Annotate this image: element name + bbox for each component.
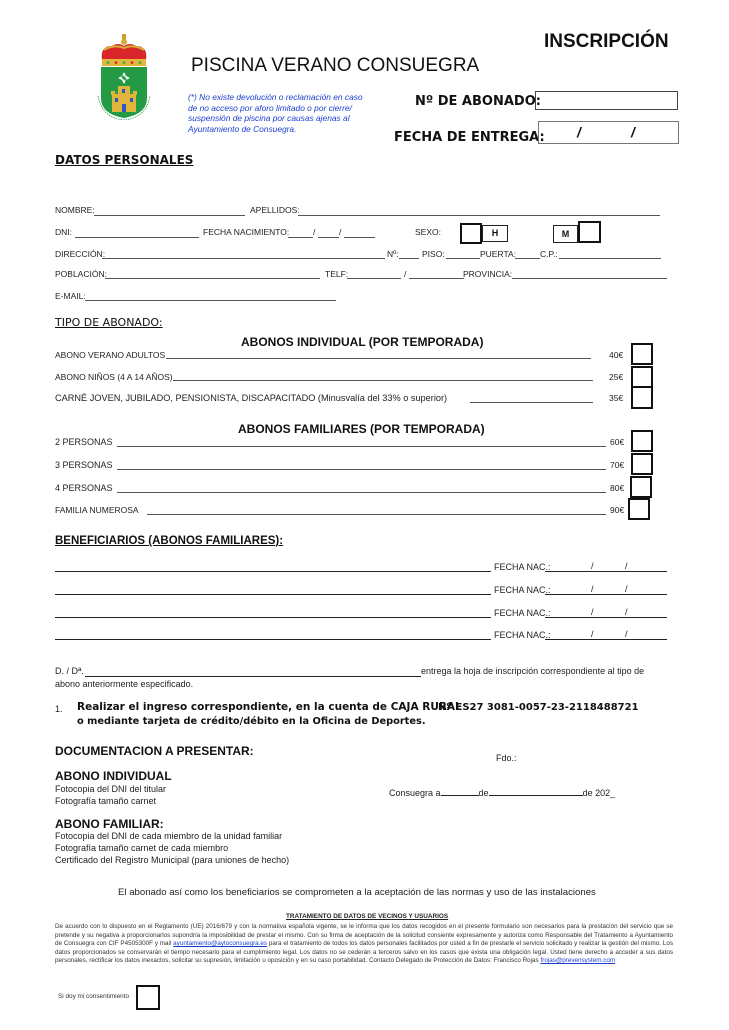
abono-option-price: 90€ (610, 505, 625, 515)
abono-option-checkbox[interactable] (631, 430, 653, 452)
provincia-label: PROVINCIA: (463, 269, 513, 279)
beneficiary-name-input[interactable] (55, 639, 491, 640)
date-separator: / (591, 561, 594, 571)
abonado-number-label: Nº DE ABONADO: (415, 94, 541, 109)
familiar-section-title: ABONOS FAMILIARES (POR TEMPORADA) (238, 422, 485, 436)
declaration-line2: abono anteriormente especificado. (55, 679, 194, 689)
abonado-number-field[interactable] (535, 91, 678, 110)
beneficiary-birthdate-label: FECHA NAC.: (494, 630, 551, 640)
consent-checkbox[interactable] (136, 985, 160, 1010)
beneficiary-birthdate-input[interactable] (545, 594, 667, 595)
beneficiary-birthdate-input[interactable] (545, 639, 667, 640)
doc-item: Certificado del Registro Municipal (para uniones de hecho) (55, 855, 290, 865)
abono-option-checkbox[interactable] (628, 498, 650, 520)
place-date-text (389, 787, 615, 798)
birthdate-year-input[interactable] (344, 237, 375, 238)
abono-option-label: 4 PERSONAS (55, 483, 113, 493)
provincia-input[interactable] (512, 278, 667, 279)
notice-line: suspensión de piscina por causas ajenas al (188, 113, 350, 123)
council-email-link[interactable]: ayuntamiento@aytoconsuegra.es (173, 940, 268, 948)
telf-input-2[interactable] (409, 278, 464, 279)
abono-option-checkbox[interactable] (630, 476, 652, 498)
payment-number: 1. (55, 704, 63, 714)
poblacion-label: POBLACIÓN: (55, 269, 107, 279)
consent-label: Si doy mi consentimiento (58, 993, 130, 1000)
abono-option-line (117, 492, 606, 493)
municipal-crest-logo (88, 34, 160, 120)
beneficiary-birthdate-label: FECHA NAC.: (494, 608, 551, 618)
abono-option-line (117, 446, 606, 447)
bank-account-number: Nº ES27 3081-0057-23-2118488721 (438, 702, 639, 713)
telf-input-1[interactable] (347, 278, 401, 279)
dni-input[interactable] (75, 237, 199, 238)
privacy-title: TRATAMIENTO DE DATOS DE VECINOS Y USUARIOS (286, 913, 449, 920)
sexo-h-label: H (482, 225, 508, 242)
birthdate-month-input[interactable] (318, 237, 339, 238)
abono-option-checkbox[interactable] (631, 366, 653, 388)
documentation-heading: DOCUMENTACION A PRESENTAR: (55, 744, 254, 758)
de-label: de (478, 788, 489, 798)
payment-instruction: Realizar el ingreso correspondiente, en la cuenta de CAJA RURAL (77, 701, 462, 713)
email-label: E-MAIL: (55, 291, 86, 301)
nombre-label: NOMBRE: (55, 205, 95, 215)
year-label: de 202_ (582, 788, 616, 798)
date-separator: / (625, 584, 628, 594)
privacy-text: De acuerdo con lo dispuesto en el Reglamento (UE) 2016/679 y con la normativa española vigente, se le informa que los datos recogidos en el presente formulario son necesarios para la prestación del servicio que se pretende y su negativa a proporcionarlos supondría la imposibilidad de prestar el mismo. Con su firma de aceptación de la solicitud consiente expresamente y autoriza como Responsable del Tratamiento a Ayuntamiento de Consuegra con CIF P4505300F y mail (55, 923, 673, 948)
beneficiary-birthdate-input[interactable] (545, 617, 667, 618)
numero-input[interactable] (399, 258, 419, 259)
date-separator: / (625, 607, 628, 617)
direccion-label: DIRECCIÓN: (55, 249, 106, 259)
beneficiary-name-input[interactable] (55, 571, 491, 572)
doc-item: Fotografía tamaño carnet de cada miembro (55, 843, 229, 853)
puerta-label: PUERTA: (480, 249, 517, 259)
beneficiary-birthdate-label: FECHA NAC.: (494, 585, 551, 595)
abono-option-price: 40€ (609, 350, 624, 360)
form-type-title: INSCRIPCIÓN (544, 31, 669, 52)
notice-line: (*) No existe devolución o reclamación en caso (188, 92, 363, 102)
date-separator: / (631, 124, 635, 140)
abono-option-line (166, 358, 591, 359)
delivery-date-field[interactable] (538, 121, 679, 144)
abono-option-line (147, 514, 606, 515)
date-separator: / (591, 607, 594, 617)
direccion-input[interactable] (102, 258, 385, 259)
sexo-m-checkbox[interactable] (578, 221, 601, 243)
poblacion-input[interactable] (105, 278, 320, 279)
declaration-suffix: entrega la hoja de inscripción correspondiente al tipo de (421, 666, 645, 676)
payment-card-option: o mediante tarjeta de crédito/débito en la Oficina de Deportes. (77, 716, 426, 727)
sexo-m-label: M (553, 225, 578, 243)
abono-option-checkbox[interactable] (631, 386, 653, 409)
notice-line: de no acceso por aforo limitado o por cierre/ (188, 102, 352, 113)
abono-option-label: FAMILIA NUMEROSA (55, 505, 139, 515)
privacy-notice (55, 923, 673, 966)
crest-icon (88, 34, 160, 120)
beneficiary-birthdate-input[interactable] (545, 571, 667, 572)
abono-option-checkbox[interactable] (631, 343, 653, 365)
sexo-label: SEXO: (415, 227, 441, 237)
abono-option-line (173, 380, 593, 381)
notice-line: Ayuntamiento de Consuegra. (188, 123, 297, 134)
birthdate-separator: / (339, 227, 342, 237)
familiar-docs-title: ABONO FAMILIAR: (55, 817, 164, 831)
facility-title: PISCINA VERANO CONSUEGRA (191, 55, 480, 76)
refund-notice (188, 92, 363, 134)
date-separator: / (625, 561, 628, 571)
abono-option-label: ABONO NIÑOS (4 A 14 AÑOS) (55, 372, 173, 382)
dni-label: DNI: (55, 227, 72, 237)
abono-option-line (470, 402, 593, 403)
apellidos-input[interactable] (298, 215, 660, 216)
abono-option-price: 60€ (610, 437, 625, 447)
telf-separator: / (404, 269, 407, 279)
abono-option-label: 3 PERSONAS (55, 460, 113, 470)
telf-label: TELF: (325, 269, 349, 279)
date-separator: / (591, 584, 594, 594)
privacy-text: para el tratamiento de todos los datos personales facilitados por usted a fin de prestarle el servicio solicitado y realizar la gestión del mismo. Los datos proporcionados se conservarán el tiempo necesario para el cumplimiento legal. Los datos no se cederán a terceros salvo en los casos que exista una obligación legal. Usted tiene derecho a acceder a sus datos personales, rectificar los datos inexactos, solicitar su supresión, limitación u oposición y en su caso portabilidad. Contacto Delegado de Protección de Datos: Francisco Rojas (55, 940, 673, 965)
beneficiary-birthdate-label: FECHA NAC.: (494, 562, 551, 572)
commitment-statement: El abonado así como los beneficiarios se comprometen a la aceptación de las normas y uso de las instalaciones (118, 887, 596, 898)
place-label: Consuegra a (389, 788, 441, 798)
month-input[interactable] (489, 787, 583, 796)
date-separator: / (591, 629, 594, 639)
abono-option-price: 25€ (609, 372, 624, 382)
numero-label: Nº: (387, 249, 399, 259)
apellidos-label: APELLIDOS: (250, 205, 300, 215)
doc-item: Fotocopia del DNI del titular (55, 784, 167, 794)
birthdate-day-input[interactable] (288, 237, 313, 238)
doc-item: Fotocopia del DNI de cada miembro de la unidad familiar (55, 831, 283, 841)
declaration-name-input[interactable] (85, 676, 421, 677)
puerta-input[interactable] (515, 258, 540, 259)
doc-item: Fotografía tamaño carnet (55, 796, 157, 806)
personal-data-heading: DATOS PERSONALES (55, 153, 194, 167)
tipo-abonado-heading: TIPO DE ABONADO: (55, 316, 163, 329)
date-separator: / (625, 629, 628, 639)
beneficiary-name-input[interactable] (55, 617, 491, 618)
abono-option-label: ABONO VERANO ADULTOS (55, 350, 166, 360)
date-separator: / (577, 124, 581, 140)
abono-option-price: 35€ (609, 393, 624, 403)
abono-option-checkbox[interactable] (631, 453, 653, 475)
email-input[interactable] (85, 300, 336, 301)
cp-label: C.P.: (540, 249, 558, 259)
cp-input[interactable] (559, 258, 661, 259)
individual-section-title: ABONOS INDIVIDUAL (POR TEMPORADA) (241, 335, 484, 349)
dpo-email-link[interactable]: frojas@prevensystem.com (540, 957, 616, 965)
birthdate-label: FECHA NACIMIENTO: (203, 227, 290, 237)
abono-option-label: CARNÉ JOVEN, JUBILADO, PENSIONISTA, DISCAPACITADO (Minusvalía del 33% o superior) (55, 393, 448, 403)
abono-option-line (117, 469, 606, 470)
piso-label: PISO: (422, 249, 445, 259)
abono-option-price: 80€ (610, 483, 625, 493)
beneficiary-name-input[interactable] (55, 594, 491, 595)
declaration-prefix: D. / Dª. (55, 666, 84, 676)
abono-option-price: 70€ (610, 460, 625, 470)
birthdate-separator: / (313, 227, 316, 237)
abono-option-label: 2 PERSONAS (55, 437, 113, 447)
signature-label: Fdo.: (496, 753, 517, 763)
individual-docs-title: ABONO INDIVIDUAL (55, 769, 172, 783)
piso-input[interactable] (446, 258, 480, 259)
beneficiarios-heading: BENEFICIARIOS (ABONOS FAMILIARES): (55, 535, 284, 547)
delivery-date-label: FECHA DE ENTREGA: (394, 130, 545, 145)
sexo-h-checkbox[interactable] (460, 223, 482, 244)
day-input[interactable] (441, 787, 479, 796)
nombre-input[interactable] (94, 215, 245, 216)
